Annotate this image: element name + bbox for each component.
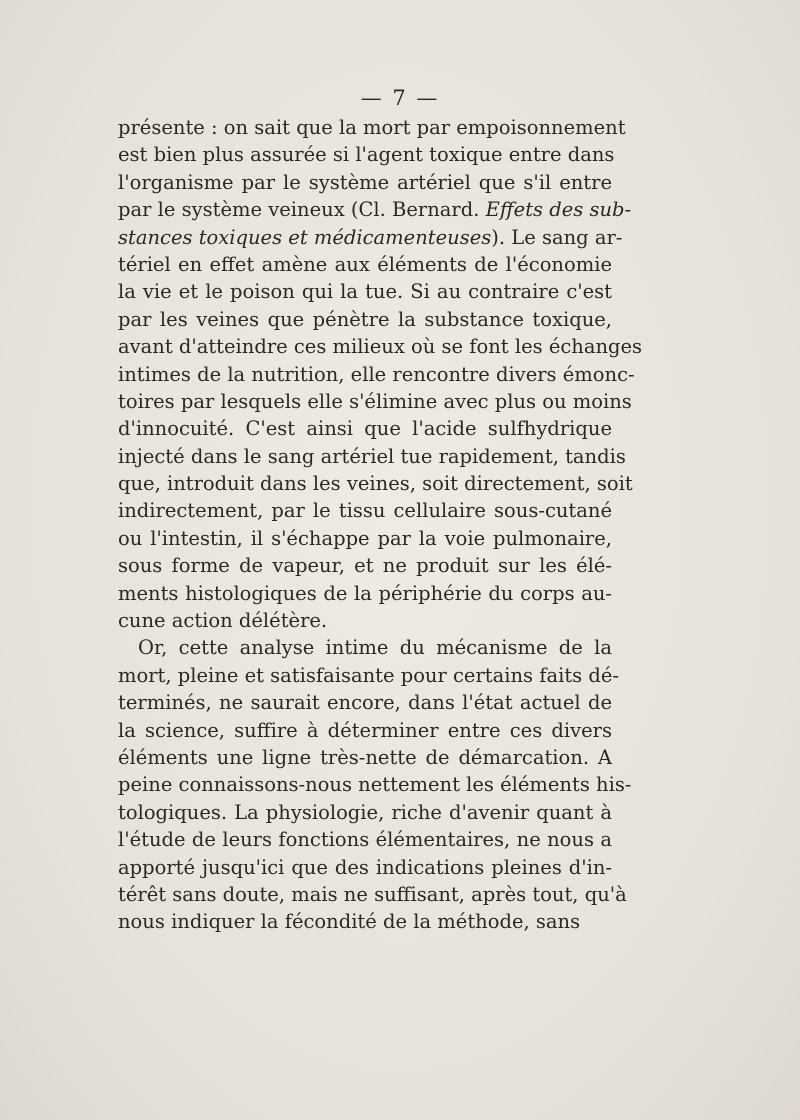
text-line: toires par lesquels elle s'élimine avec plus ou moins (118, 389, 632, 413)
text-line: apporté jusqu'ici que des indications pleines d'in- (118, 855, 612, 879)
text-line: intimes de la nutrition, elle rencontre divers émonc- (118, 362, 635, 386)
text-line: stances toxiques et médicamenteuses). Le sang ar- (118, 225, 623, 249)
text-line: indirectement, par le tissu cellulaire sous-cutané (118, 499, 612, 523)
paragraph (118, 114, 643, 634)
text-line: cune action délétère. (118, 609, 328, 633)
text-line: éléments une ligne très-nette de démarcation. A (118, 745, 612, 769)
text-line: l'organisme par le système artériel que s'il entre (118, 170, 612, 194)
text-line: nous indiquer la fécondité de la méthode, sans (118, 910, 581, 934)
page-number: — 7 — (360, 86, 440, 110)
text-line: peine connaissons-nous nettement les éléments his- (118, 773, 632, 797)
text-line: tériel en effet amène aux éléments de l'économie (118, 252, 612, 276)
text-line: la vie et le poison qui la tue. Si au contraire c'est (118, 280, 612, 304)
text-line: sous forme de vapeur, et ne produit sur les élé- (118, 554, 612, 578)
text-line: Or, cette analyse intime du mécanisme de la (138, 636, 612, 660)
text-line: ments histologiques de la périphérie du corps au- (118, 581, 612, 605)
text-line: térêt sans doute, mais ne suffisant, après tout, qu'à (118, 882, 627, 906)
body-text (118, 114, 643, 936)
text-line: que, introduit dans les veines, soit directement, soit (118, 472, 633, 496)
text-line: d'innocuité. C'est ainsi que l'acide sulfhydrique (118, 417, 612, 441)
text-line: ou l'intestin, il s'échappe par la voie pulmonaire, (118, 526, 612, 550)
text-line: terminés, ne saurait encore, dans l'état actuel de (118, 691, 612, 715)
text-line: la science, suffire à déterminer entre ces divers (118, 718, 612, 742)
text-line: est bien plus assurée si l'agent toxique entre dans (118, 143, 615, 167)
text-line: l'étude de leurs fonctions élémentaires, ne nous a (118, 828, 612, 852)
text-line: avant d'atteindre ces milieux où se font les échanges (118, 335, 643, 359)
italic-citation: stances toxiques et médicamenteuses (118, 225, 492, 249)
text-line: tologiques. La physiologie, riche d'avenir quant à (118, 800, 612, 824)
text-line: présente : on sait que la mort par empoisonnement (118, 116, 626, 139)
paragraph (118, 634, 632, 935)
text-line: par les veines que pénètre la substance toxique, (118, 307, 612, 331)
text-line: mort, pleine et satisfaisante pour certains faits dé- (118, 663, 619, 687)
italic-citation: Effets des sub- (485, 198, 632, 222)
text-line: par le système veineux (Cl. Bernard. Effets des sub- (118, 198, 632, 222)
text-line: injecté dans le sang artériel tue rapidement, tandis (118, 444, 626, 468)
